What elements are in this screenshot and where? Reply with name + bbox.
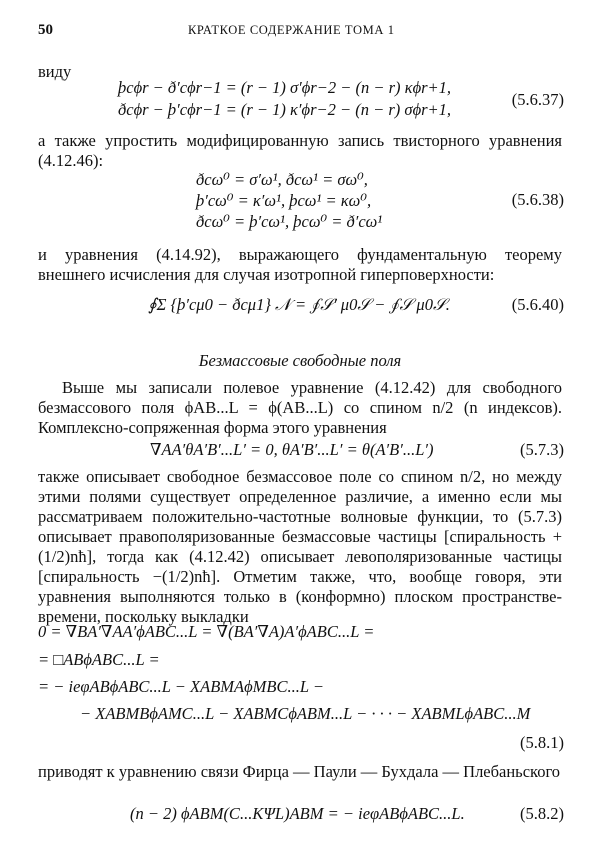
paragraph-twistor: а также упростить модифицированную запись твисторного уравнения (4.12.46): bbox=[38, 131, 562, 170]
equation-5-6-38-line2: þ′cω⁰ = κ′ω¹, þcω¹ = κω⁰, bbox=[196, 191, 372, 210]
equation-5-8-1-line2: = □ABϕABC...L = bbox=[38, 650, 160, 669]
equation-number-5-8-1: (5.8.1) bbox=[520, 733, 564, 752]
running-title: КРАТКОЕ СОДЕРЖАНИЕ ТОМА 1 bbox=[188, 23, 395, 37]
equation-5-6-38-line1: ðcω⁰ = σ′ω¹, ðcω¹ = σω⁰, bbox=[196, 170, 368, 189]
equation-number-5-6-38: (5.6.38) bbox=[511, 190, 564, 209]
section-heading: Безмассовые свободные поля bbox=[198, 351, 402, 370]
equation-5-6-37-line2: ðcϕr − þ′cϕr−1 = (r − 1) κ′ϕr−2 − (n − r) σϕr+1, bbox=[118, 100, 452, 119]
equation-number-5-7-3: (5.7.3) bbox=[520, 440, 564, 459]
equation-number-5-8-2: (5.8.2) bbox=[520, 804, 564, 823]
equation-number-5-6-37: (5.6.37) bbox=[511, 90, 564, 109]
paragraph-vidu: виду bbox=[38, 62, 72, 81]
equation-5-6-40: ∮Σ {þ′cμ0 − ðcμ1} 𝒩 = ∮𝒮′ μ0𝒮 − ∮𝒮 μ0𝒮. bbox=[148, 295, 450, 314]
paragraph-fierz-pauli: приводят к уравнению связи Фирца — Паули — Бухдала — Плебаньского bbox=[38, 762, 561, 781]
paragraph-field-equation: Выше мы записали полевое уравнение (4.12.42) для свободного безмассового поля ϕAB...L = ϕ(AB...L) со спином n/2 (n индексов). Комплексно-сопряженная форма этого уравнения bbox=[38, 378, 562, 437]
equation-5-6-37-line1: þcϕr − ð′cϕr−1 = (r − 1) σ′ϕr−2 − (n − r) κϕr+1, bbox=[118, 78, 452, 97]
equation-5-6-38-line3: ðcω⁰ = þ′cω¹, þcω⁰ = ð′cω¹ bbox=[196, 212, 383, 231]
equation-5-7-3: ∇AA′θA′B′...L′ = 0, θA′B′...L′ = θ(A′B′...L′) bbox=[150, 440, 434, 459]
equation-5-8-1-line1: 0 = ∇BA′∇AA′ϕABC...L = ∇(BA′∇A)A′ϕABC...L = bbox=[38, 622, 375, 641]
equation-5-8-1-line4: − XABMBϕAMC...L − XABMCϕABM...L − · · · − XABMLϕABC...M bbox=[80, 704, 531, 723]
paragraph-exterior-calculus: и уравнения (4.14.92), выражающего фундаментальную теорему внешнего исчисления для случая изотропной гиперповерхности: bbox=[38, 245, 562, 284]
page-number: 50 bbox=[38, 22, 53, 38]
equation-number-5-6-40: (5.6.40) bbox=[511, 295, 564, 314]
paragraph-helicity: также описывает свободное безмассовое поле со спином n/2, но между этими полями существует определенное различие, а именно если мы рассматриваем положительно-частотные волновые функции, то (5.7.3) описывает правополяризованные безмассовые частицы [спиральность +(1/2)nħ], тогда как (4.12.42) описывает левополяризованные частицы [спиральность −(1/2)nħ]. Отметим также, что, вообще говоря, эти уравнения выполняются только в (конформно) плоском пространстве-времени, поскольку выкладки bbox=[38, 467, 562, 626]
page-header bbox=[38, 22, 560, 42]
equation-5-8-1-line3: = − ieφABϕABC...L − XABMAϕMBC...L − bbox=[38, 677, 324, 696]
equation-5-8-2: (n − 2) ϕABM(C...KΨL)ABM = − ieφABϕABC...L. bbox=[130, 804, 465, 823]
